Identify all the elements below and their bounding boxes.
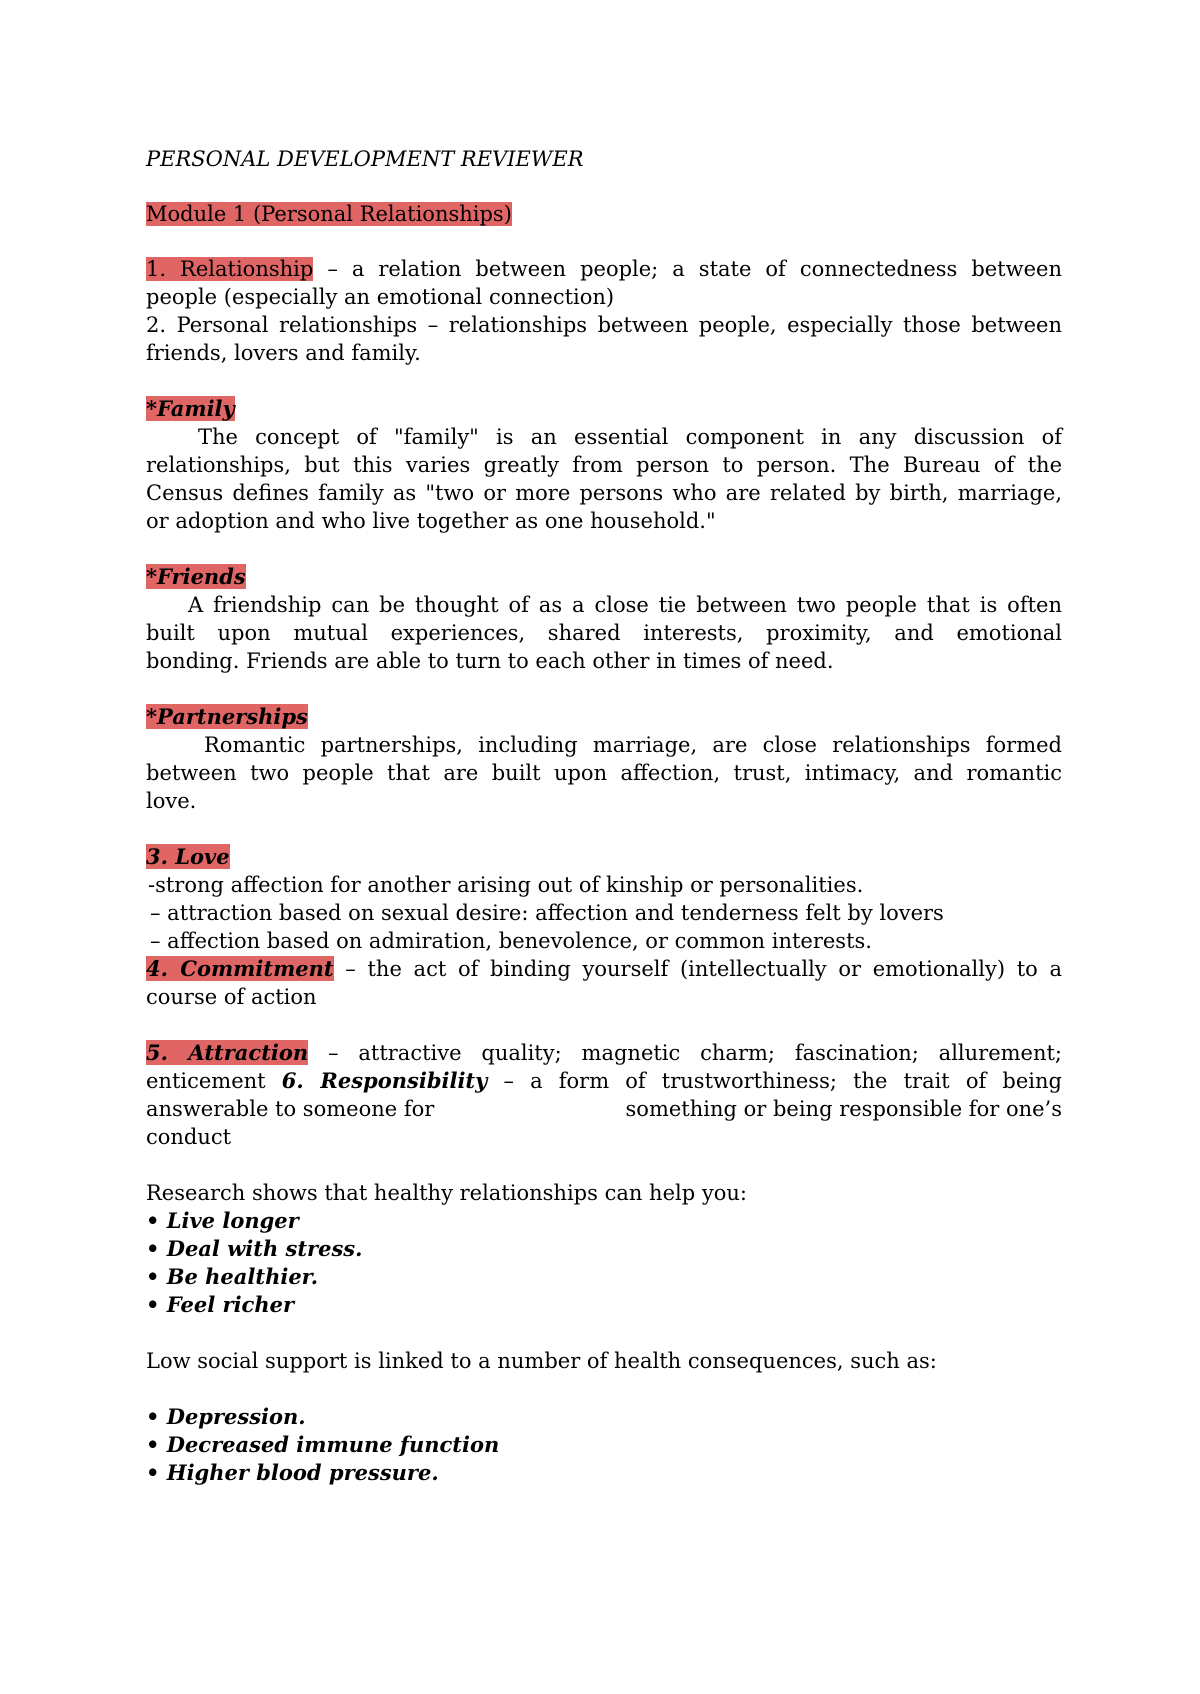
attraction-line2-start: enticement: [146, 1069, 282, 1093]
module-heading: [146, 200, 1062, 228]
research-intro: Research shows that healthy relationships can help you:: [146, 1181, 747, 1205]
partnerships-heading-text: *Partnerships: [146, 704, 308, 729]
partnerships-line2: between two people that are built upon affection, trust, intimacy, and romantic: [146, 761, 1062, 785]
attraction-definition: [146, 1039, 1062, 1067]
list-item: • Be healthier.: [146, 1264, 319, 1289]
responsibility-line3: conduct: [146, 1125, 232, 1149]
commitment-definition: [146, 955, 1062, 983]
module-title: Module 1 (Personal Relationships): [146, 202, 512, 226]
family-heading: [146, 395, 1062, 423]
love-item2-text: – attraction based on sexual desire: affection and tenderness felt by lovers: [150, 901, 944, 925]
responsibility-definition: [146, 1067, 1062, 1095]
family-line2: relationships, but this varies greatly from person to person. The Bureau of the: [146, 453, 1062, 477]
list-item: • Higher blood pressure.: [146, 1460, 439, 1485]
list-item: • Depression.: [146, 1404, 306, 1429]
love-item1-text: -strong affection for another arising out of kinship or personalities.: [148, 873, 864, 897]
term-relationship: 1. Relationship: [146, 257, 314, 281]
love-item1: [146, 871, 1062, 899]
list-item: • Feel richer: [146, 1292, 295, 1317]
partnerships-line3: love.: [146, 789, 197, 813]
term-responsibility: 6. Responsibility: [281, 1068, 488, 1093]
friends-line3: bonding. Friends are able to turn to each other in times of need.: [146, 649, 834, 673]
family-line1: [146, 423, 1062, 451]
list-item: • Deal with stress.: [146, 1236, 363, 1261]
term-commitment: 4. Commitment: [146, 956, 334, 981]
family-line1-text: The concept of "family" is an essential component in any discussion of: [198, 425, 1062, 449]
love-item3-text: – affection based on admiration, benevolence, or common interests.: [150, 929, 872, 953]
friends-line2: built upon mutual experiences, shared interests, proximity, and emotional: [146, 621, 1062, 645]
family-heading-text: *Family: [146, 396, 235, 421]
commitment-line2: course of action: [146, 985, 317, 1009]
personal-relationships-line2: friends, lovers and family.: [146, 341, 421, 365]
friends-heading-text: *Friends: [146, 564, 246, 589]
document-body: [146, 145, 1062, 1487]
love-item3: [146, 927, 1062, 955]
partnerships-line1: [146, 731, 1062, 759]
relationship-definition-line1: – a relation between people; a state of connectedness between: [313, 257, 1062, 281]
list-item: • Decreased immune function: [146, 1432, 500, 1457]
responsibility-line2-right: something or being responsible for one’s: [625, 1097, 1062, 1121]
friends-heading: [146, 563, 1062, 591]
low-support-intro: Low social support is linked to a number of health consequences, such as:: [146, 1349, 937, 1373]
friends-line1-text: A friendship can be thought of as a close tie between two people that is often: [188, 593, 1062, 617]
document-title: PERSONAL DEVELOPMENT REVIEWER: [146, 147, 584, 171]
partnerships-heading: [146, 703, 1062, 731]
partnerships-line1-text: Romantic partnerships, including marriage, are close relationships formed: [204, 733, 1062, 757]
family-line4: or adoption and who live together as one household.": [146, 509, 716, 533]
family-line3: Census defines family as "two or more persons who are related by birth, marriage,: [146, 481, 1062, 505]
responsibility-line2-left: answerable to someone for: [146, 1097, 435, 1121]
definition-personal-relationships: 2. Personal relationships – relationships between people, especially those between: [146, 313, 1062, 337]
definition-relationship: [146, 255, 1062, 283]
commitment-line1: – the act of binding yourself (intellectually or emotionally) to a: [333, 957, 1062, 981]
list-item: • Live longer: [146, 1208, 299, 1233]
responsibility-line1: – a form of trustworthiness; the trait of being: [487, 1069, 1062, 1093]
friends-line1: [146, 591, 1062, 619]
love-item2: [146, 899, 1062, 927]
responsibility-line2: [146, 1095, 1062, 1123]
love-heading: [146, 843, 1062, 871]
attraction-line1: – attractive quality; magnetic charm; fascination; allurement;: [308, 1041, 1062, 1065]
term-attraction: 5. Attraction: [146, 1040, 309, 1065]
relationship-definition-line2: people (especially an emotional connection): [146, 285, 615, 309]
love-heading-text: 3. Love: [146, 844, 230, 869]
